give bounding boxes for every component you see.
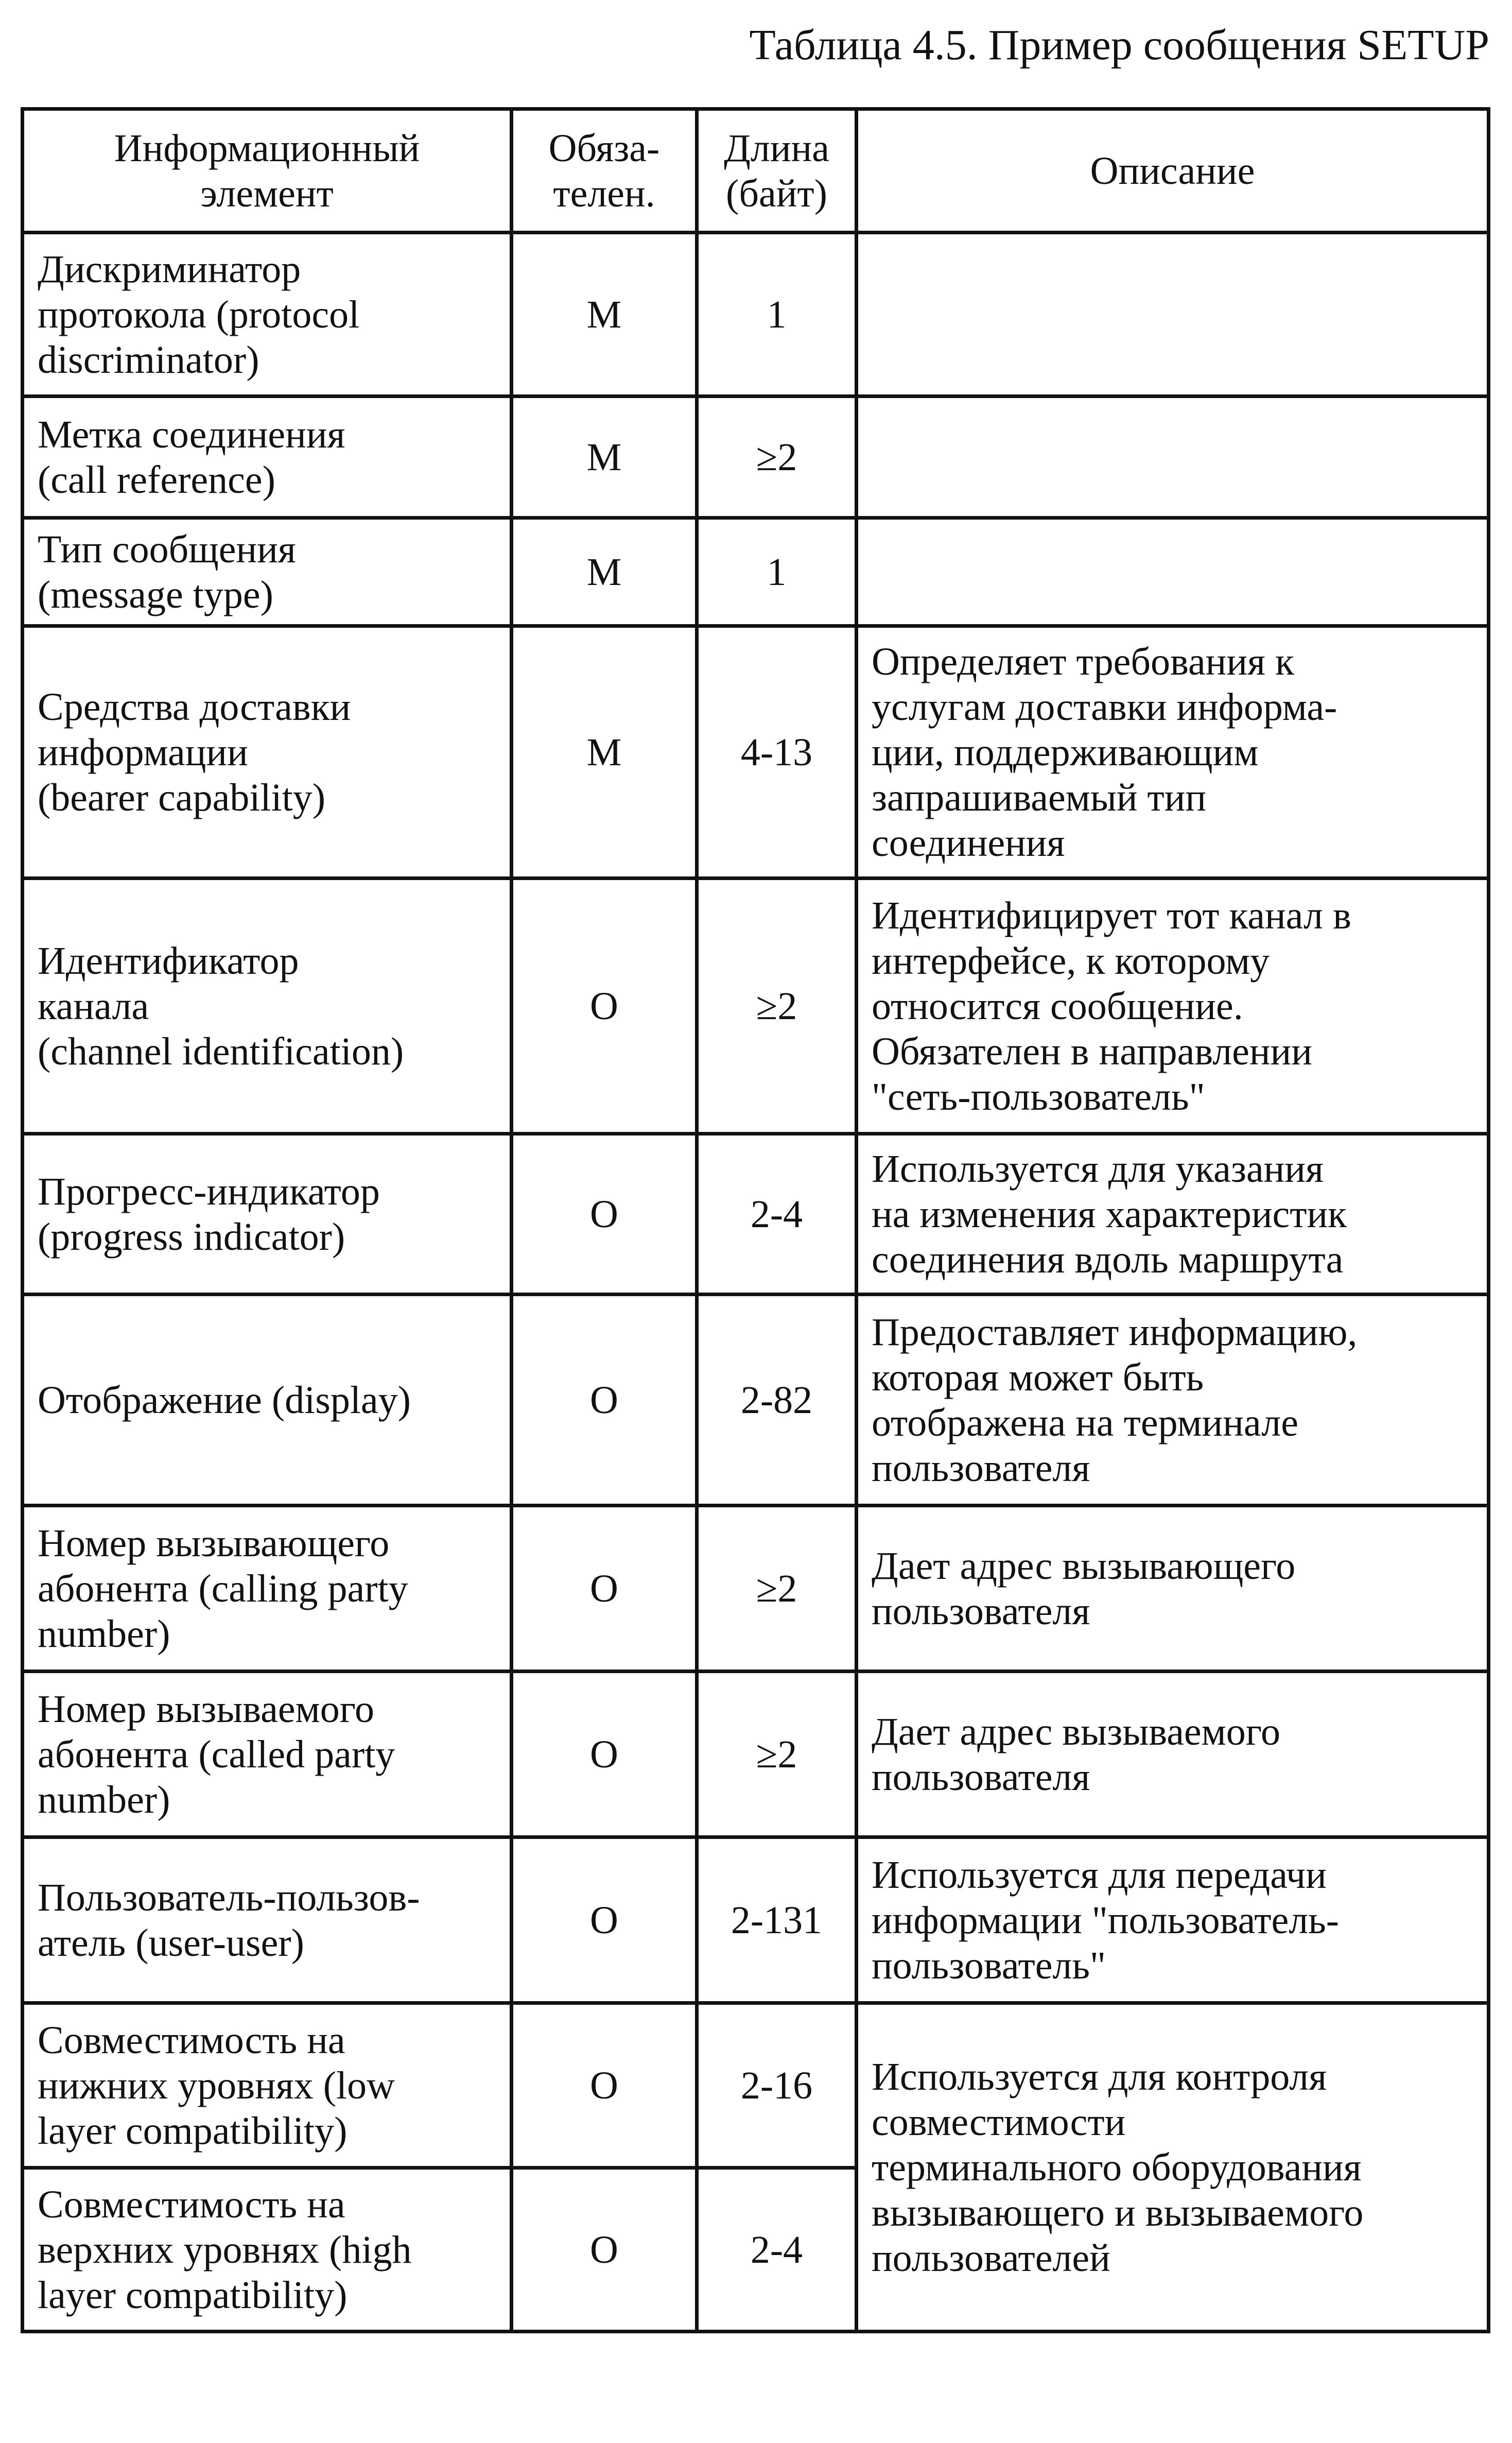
- element-cell: [23, 2003, 512, 2168]
- header-description: Описание: [857, 109, 1489, 233]
- cell-text-line: Определяет требования к: [872, 640, 1294, 683]
- cell-text-line: совместимости: [872, 2100, 1126, 2144]
- mandatory-cell: O: [512, 1134, 697, 1295]
- header-length: Длина (байт): [697, 109, 857, 233]
- mandatory-cell: M: [512, 397, 697, 518]
- cell-text-line: (call reference): [38, 458, 275, 502]
- cell-text-line: услугам доставки информа-: [872, 685, 1337, 729]
- table-row: [23, 397, 1489, 518]
- cell-text-line: Метка соединения: [38, 412, 345, 456]
- length-cell: 2-16: [697, 2003, 857, 2168]
- cell-text-line: абонента (called party: [38, 1732, 395, 1776]
- description-cell: [857, 518, 1489, 626]
- cell-text-line: которая может быть: [872, 1355, 1204, 1399]
- cell-text-line: number): [38, 1612, 170, 1656]
- cell-text-line: запрашиваемый тип: [872, 776, 1207, 819]
- cell-text-line: Дает адрес вызываемого: [872, 1710, 1281, 1753]
- cell-text-line: Используется для передачи: [872, 1853, 1327, 1897]
- element-cell: [23, 1134, 512, 1295]
- cell-text-line: информации "пользователь-: [872, 1898, 1340, 1942]
- cell-text-line: Пользователь-пользов-: [38, 1876, 420, 1919]
- cell-text-line: layer compatibility): [38, 2273, 347, 2317]
- cell-text-line: относится сообщение.: [872, 984, 1243, 1028]
- cell-text-line: Совместимость на: [38, 2018, 345, 2062]
- element-cell: [23, 518, 512, 626]
- cell-text-line: терминального оборудования: [872, 2145, 1362, 2189]
- cell-text-line: Отображение (display): [38, 1378, 411, 1422]
- element-cell: [23, 1506, 512, 1672]
- cell-text-line: соединения: [872, 821, 1065, 865]
- table-row: [23, 2003, 1489, 2168]
- length-cell: 1: [697, 233, 857, 397]
- cell-text-line: Дает адрес вызывающего: [872, 1544, 1296, 1588]
- length-cell: 2-4: [697, 1134, 857, 1295]
- cell-text-line: (channel identification): [38, 1029, 404, 1073]
- description-cell: [857, 1672, 1489, 1837]
- table-row: [23, 1672, 1489, 1837]
- cell-text-line: пользователей: [872, 2236, 1110, 2280]
- table-row: [23, 518, 1489, 626]
- element-cell: [23, 626, 512, 879]
- cell-text-line: информации: [38, 730, 248, 774]
- cell-text-line: discriminator): [38, 338, 259, 382]
- cell-text-line: Идентифицирует тот канал в: [872, 893, 1351, 937]
- table-row: [23, 1837, 1489, 2003]
- cell-text-line: Используется для указания: [872, 1147, 1324, 1191]
- mandatory-cell: O: [512, 1837, 697, 2003]
- length-cell: ≥2: [697, 879, 857, 1134]
- table-row: [23, 1506, 1489, 1672]
- cell-text-line: канала: [38, 984, 149, 1028]
- cell-text-line: соединения вдоль маршрута: [872, 1237, 1344, 1281]
- cell-text-line: протокола (protocol: [38, 293, 360, 336]
- setup-message-table: [21, 107, 1490, 2333]
- cell-text-line: (message type): [38, 573, 273, 616]
- cell-text-line: атель (user-user): [38, 1921, 304, 1965]
- length-cell: 2-82: [697, 1295, 857, 1506]
- element-cell: [23, 2168, 512, 2332]
- cell-text-line: Совместимость на: [38, 2182, 345, 2226]
- cell-text-line: Идентификатор: [38, 939, 299, 983]
- table-row: [23, 233, 1489, 397]
- cell-text-line: Используется для контроля: [872, 2055, 1327, 2098]
- cell-text-line: "сеть-пользователь": [872, 1075, 1205, 1119]
- cell-text-line: Тип сообщения: [38, 527, 296, 571]
- cell-text-line: нижних уровнях (low: [38, 2063, 395, 2107]
- cell-text-line: пользователя: [872, 1446, 1090, 1490]
- cell-text-line: Номер вызываемого: [38, 1687, 375, 1731]
- cell-text-line: (bearer capability): [38, 776, 326, 819]
- cell-text-line: на изменения характеристик: [872, 1192, 1347, 1236]
- description-cell: [857, 2003, 1489, 2332]
- cell-text-line: вызывающего и вызываемого: [872, 2191, 1364, 2234]
- description-cell: [857, 233, 1489, 397]
- mandatory-cell: O: [512, 2003, 697, 2168]
- mandatory-cell: O: [512, 1506, 697, 1672]
- description-cell: [857, 397, 1489, 518]
- description-cell: [857, 1134, 1489, 1295]
- table-row: [23, 879, 1489, 1134]
- element-cell: [23, 879, 512, 1134]
- description-cell: [857, 626, 1489, 879]
- length-cell: ≥2: [697, 1672, 857, 1837]
- header-mandatory: Обяза- телен.: [512, 109, 697, 233]
- cell-text-line: number): [38, 1778, 170, 1821]
- length-cell: 4-13: [697, 626, 857, 879]
- mandatory-cell: O: [512, 879, 697, 1134]
- table-row: [23, 1295, 1489, 1506]
- element-cell: [23, 397, 512, 518]
- description-cell: [857, 879, 1489, 1134]
- cell-text-line: абонента (calling party: [38, 1567, 408, 1610]
- header-element: Информационный элемент: [23, 109, 512, 233]
- cell-text-line: Прогресс-индикатор: [38, 1169, 380, 1213]
- length-cell: 2-131: [697, 1837, 857, 2003]
- cell-text-line: Номер вызывающего: [38, 1521, 390, 1565]
- length-cell: ≥2: [697, 1506, 857, 1672]
- element-cell: [23, 1837, 512, 2003]
- length-cell: ≥2: [697, 397, 857, 518]
- length-cell: 2-4: [697, 2168, 857, 2332]
- cell-text-line: (progress indicator): [38, 1215, 345, 1259]
- mandatory-cell: O: [512, 1295, 697, 1506]
- length-cell: 1: [697, 518, 857, 626]
- cell-text-line: пользователь": [872, 1943, 1106, 1987]
- cell-text-line: пользователя: [872, 1755, 1090, 1799]
- description-cell: [857, 1837, 1489, 2003]
- mandatory-cell: O: [512, 2168, 697, 2332]
- description-cell: [857, 1506, 1489, 1672]
- cell-text-line: верхних уровнях (high: [38, 2228, 412, 2272]
- mandatory-cell: O: [512, 1672, 697, 1837]
- element-cell: [23, 1295, 512, 1506]
- cell-text-line: Предоставляет информацию,: [872, 1310, 1358, 1354]
- cell-text-line: интерфейсе, к которому: [872, 939, 1270, 983]
- header-row: [23, 109, 1489, 233]
- cell-text-line: пользователя: [872, 1589, 1090, 1633]
- table-caption: Таблица 4.5. Пример сообщения SETUP: [749, 21, 1489, 69]
- cell-text-line: Обязателен в направлении: [872, 1029, 1312, 1073]
- table-row: [23, 626, 1489, 879]
- mandatory-cell: M: [512, 518, 697, 626]
- mandatory-cell: M: [512, 626, 697, 879]
- cell-text-line: Средства доставки: [38, 685, 351, 729]
- cell-text-line: Дискриминатор: [38, 247, 301, 291]
- cell-text-line: отображена на терминале: [872, 1401, 1298, 1444]
- element-cell: [23, 1672, 512, 1837]
- mandatory-cell: M: [512, 233, 697, 397]
- element-cell: [23, 233, 512, 397]
- table-row: [23, 1134, 1489, 1295]
- description-cell: [857, 1295, 1489, 1506]
- cell-text-line: ции, поддерживающим: [872, 730, 1259, 774]
- cell-text-line: layer compatibility): [38, 2109, 347, 2153]
